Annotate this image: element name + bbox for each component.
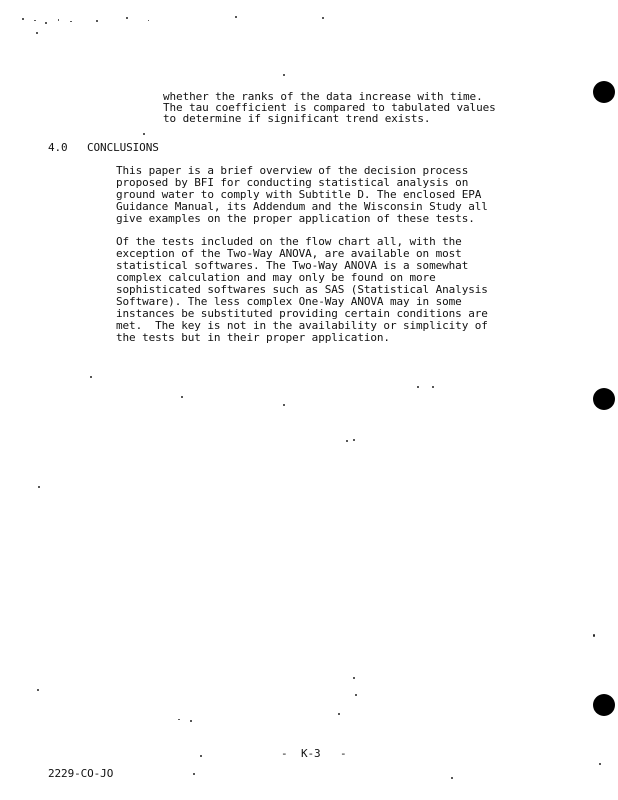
section-title: CONCLUSIONS [87, 141, 159, 154]
paragraph-line: This paper is a brief overview of the decision process [116, 164, 469, 177]
paragraph-line: ground water to comply with Subtitle D. The enclosed EPA [116, 188, 482, 201]
paragraph-line: met. The key is not in the availability or simplicity of [116, 319, 488, 332]
punch-hole-bottom [593, 694, 615, 716]
page-number: K-3 [301, 747, 321, 760]
paragraph-line: the tests but in their proper application. [116, 331, 390, 344]
document-code: 2229-CO-JO [48, 767, 114, 780]
paragraph-line: exception of the Two-Way ANOVA, are available on most [116, 247, 462, 260]
paragraph-line: proposed by BFI for conducting statistical analysis on [116, 176, 469, 189]
paragraph-line: instances be substituted providing certain conditions are [116, 307, 488, 320]
paragraph-line: statistical softwares. The Two-Way ANOVA is a somewhat [116, 259, 469, 272]
punch-hole-middle [593, 388, 615, 410]
paragraph-line: complex calculation and may only be found on more [116, 271, 436, 284]
paragraph-line: Of the tests included on the flow chart all, with the [116, 235, 462, 248]
page-number-dash-right: - [340, 747, 347, 760]
intro-line: whether the ranks of the data increase with time. [163, 90, 483, 103]
page-number-dash-left: - [281, 747, 288, 760]
paragraph-line: Guidance Manual, its Addendum and the Wisconsin Study all [116, 200, 488, 213]
paragraph-line: give examples on the proper application of these tests. [116, 212, 475, 225]
intro-line: to determine if significant trend exists. [163, 112, 431, 125]
punch-hole-top [593, 81, 615, 103]
section-number: 4.0 [48, 141, 68, 154]
paragraph-line: Software). The less complex One-Way ANOVA may in some [116, 295, 462, 308]
intro-line: The tau coefficient is compared to tabulated values [163, 101, 496, 114]
paragraph-line: sophisticated softwares such as SAS (Statistical Analysis [116, 283, 488, 296]
